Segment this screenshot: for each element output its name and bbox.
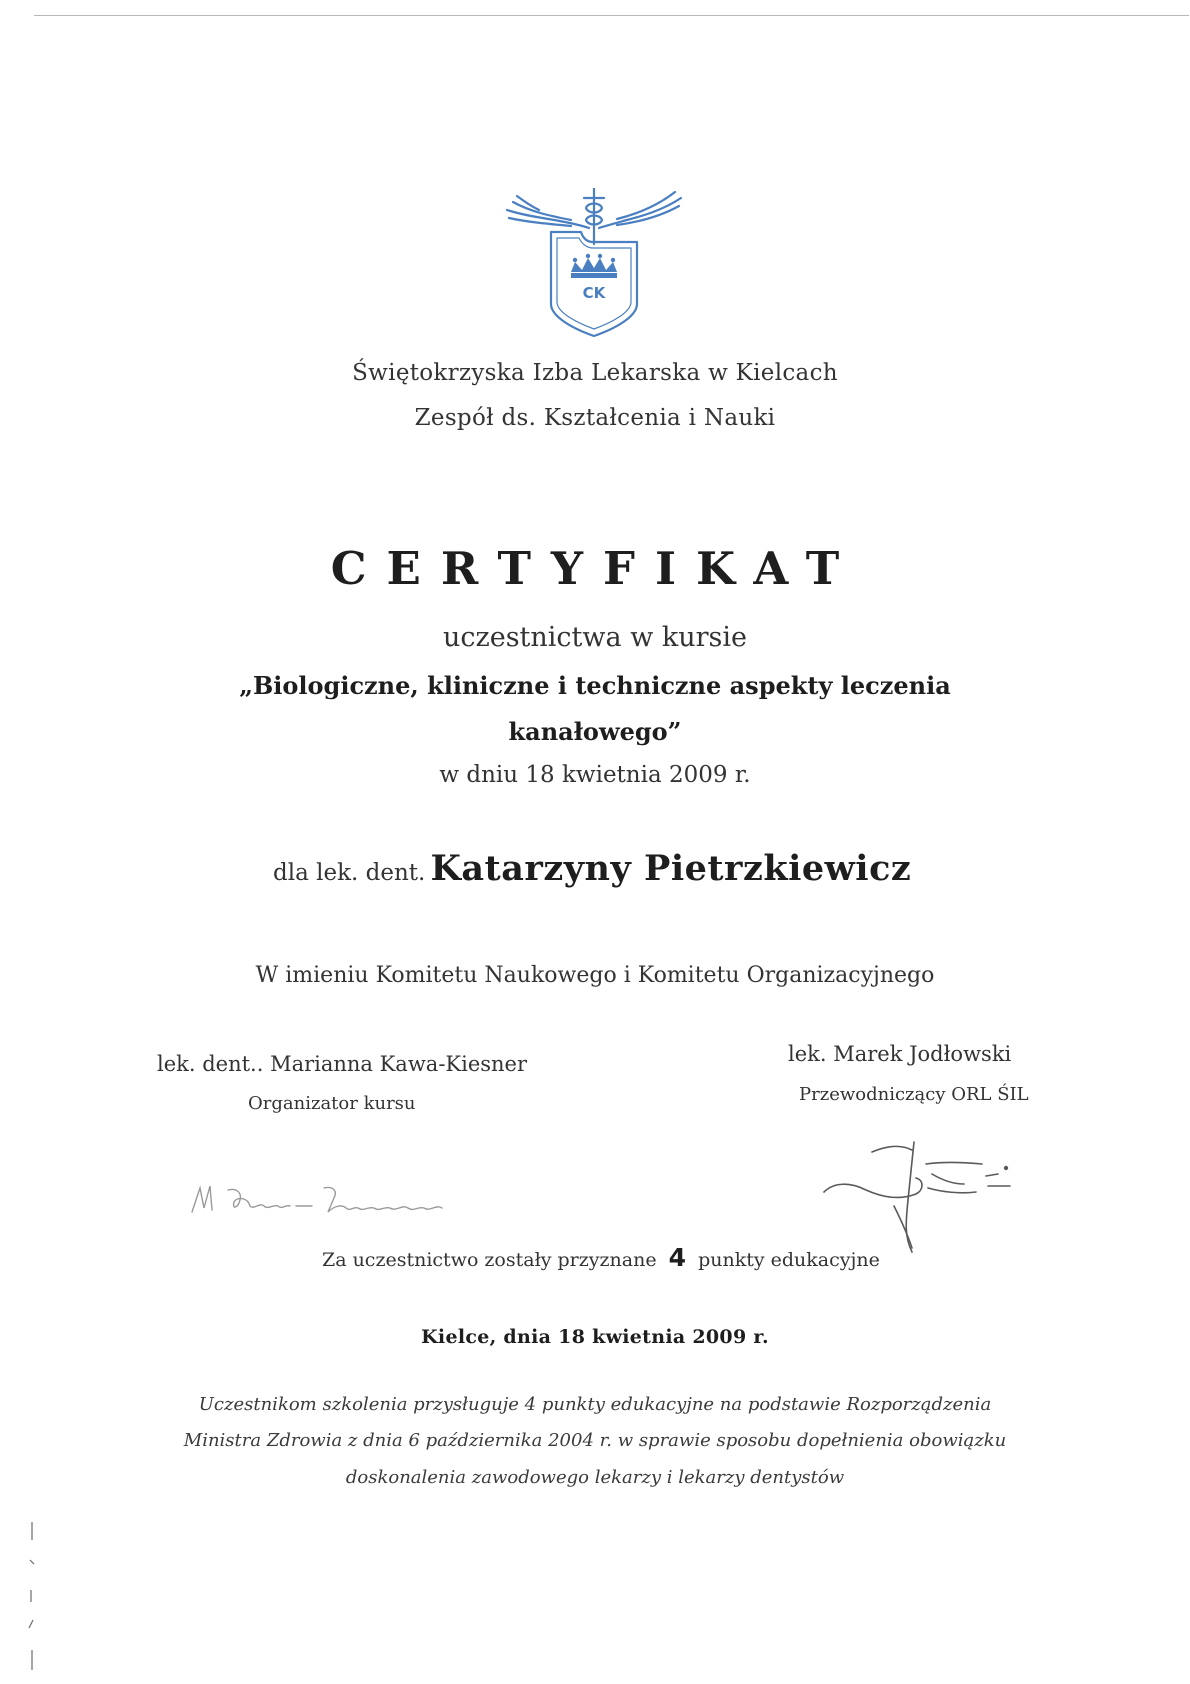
certificate-title: CERTYFIKAT	[330, 542, 860, 595]
top-rule	[34, 15, 1189, 16]
points-statement	[322, 1243, 880, 1272]
recipient-prefix: dla lek. dent.	[273, 860, 426, 886]
right-signatory-role: Przewodniczący ORL ŚIL	[799, 1084, 1029, 1105]
points-suffix: punkty edukacyjne	[698, 1249, 880, 1271]
left-signatory-role: Organizator kursu	[248, 1093, 416, 1114]
chamber-emblem-logo	[505, 188, 683, 338]
team-name: Zespół ds. Kształcenia i Nauki	[414, 405, 776, 431]
right-signatory-name: lek. Marek Jodłowski	[788, 1042, 1012, 1066]
recipient-name: Katarzyny Pietrzkiewicz	[430, 848, 912, 889]
committee-statement: W imieniu Komitetu Naukowego i Komitetu Organizacyjnego	[255, 963, 935, 988]
legal-note-line-1: Uczestnikom szkolenia przysługuje 4 punkty edukacyjne na podstawie Rozporządzenia	[198, 1394, 992, 1415]
points-prefix: Za uczestnictwo zostały przyznane	[322, 1249, 657, 1271]
place-and-date: Kielce, dnia 18 kwietnia 2009 r.	[421, 1326, 769, 1348]
certificate-subtitle: uczestnictwa w kursie	[442, 622, 748, 653]
course-date: w dniu 18 kwietnia 2009 r.	[439, 762, 751, 788]
left-handwritten-signature	[188, 1178, 460, 1228]
points-count: 4	[668, 1243, 687, 1272]
right-handwritten-signature	[820, 1140, 1020, 1255]
course-title-line-1: „Biologiczne, kliniczne i techniczne aspekty leczenia	[239, 671, 951, 700]
left-signatory-name: lek. dent.. Marianna Kawa-Kiesner	[157, 1052, 528, 1076]
scan-artifact-marks	[24, 1520, 44, 1680]
legal-note-line-3: doskonalenia zawodowego lekarzy i lekarzy dentystów	[345, 1467, 845, 1488]
legal-note-line-2: Ministra Zdrowia z dnia 6 października 2004 r. w sprawie sposobu dopełnienia obowiązku	[183, 1430, 1007, 1451]
emblem-label: CK	[582, 284, 606, 302]
organization-name: Świętokrzyska Izba Lekarska w Kielcach	[352, 360, 838, 386]
recipient	[273, 848, 911, 889]
course-title-line-2: kanałowego”	[508, 717, 682, 746]
